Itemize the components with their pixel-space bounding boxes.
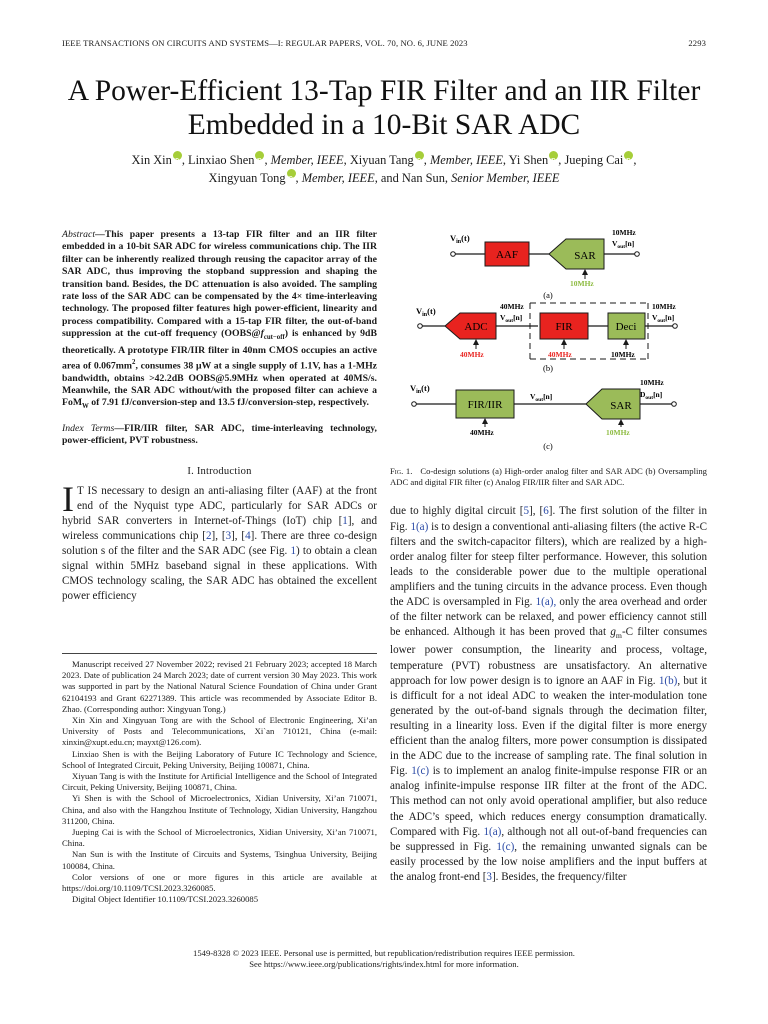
sar-label: SAR xyxy=(610,400,632,412)
author-separator: , xyxy=(633,153,637,167)
aaf-label: AAF xyxy=(495,249,519,261)
body-text: ], and wireless communications chip [ xyxy=(62,514,377,542)
body-text: ]. There are three co-design solution s of the filter and the SAR ADC (see Fig. xyxy=(62,529,378,557)
citation-link[interactable]: 1 xyxy=(342,514,348,527)
body-text: is to implement an analog finite-impulse response FIR or an analog infinite-impulse response IIR filter at the front of the ADC. This method can not only avoid operational amplifier, but also reduce the ADC’s speed, which reduces energy consumption dramatically. Compared with Fig. xyxy=(390,765,707,838)
footnote: Linxiao Shen is with the Beijing Laboratory of Future IC Technology and Science, School of Integrated Circuit, Peking University, Beijing 100871, China. xyxy=(62,748,377,770)
body-text: ], [ xyxy=(231,529,246,542)
clock-label: 40MHz xyxy=(548,350,572,359)
footnote: Jueping Cai is with the School of Microelectronics, Xidian University, Xi’an 710071, China. xyxy=(62,827,377,849)
math-subscript: m xyxy=(615,631,622,641)
author-name: , and Nan Sun, xyxy=(374,171,452,185)
footnote: Color versions of one or more figures in this article are available at https://doi.org/10.1109/TCSI.2023.3260085. xyxy=(62,871,377,894)
citation-link[interactable]: 3 xyxy=(486,870,492,883)
body-text: ]. Besides, the frequency/filter xyxy=(491,870,627,883)
footnotes xyxy=(62,659,377,905)
fir-label: FIR xyxy=(555,321,573,333)
abstract-text: , consumes 38 μW at a single supply of 1.1V, has a 1-MHz bandwidth, obtains >42.2dB OOBS@5.9MHz when operated at 40MS/s. Meanwhile, the SAR ADC without/with the proposed filter can achieve a FoM xyxy=(62,360,377,409)
citation-link[interactable]: 3 xyxy=(225,529,232,542)
body-text: , although not all out-of-band frequencies can be suppressed in Fig. xyxy=(390,825,708,853)
author-role: Senior Member, IEEE xyxy=(451,171,560,185)
author-name: Xiyuan Tang xyxy=(349,153,414,167)
orcid-icon[interactable] xyxy=(287,169,296,178)
caption-text: Co-design solutions (a) High-order analog filter and SAR ADC (b) Oversampling ADC and digital FIR filter (c) Analog FIR/IIR filter and SAR ADC. xyxy=(390,466,707,488)
copyright-line: 1549-8328 © 2023 IEEE. Personal use is permitted, but republication/redistribution requires IEEE permission. xyxy=(193,948,575,958)
dout-label: $D_{out}[n]$ xyxy=(640,390,663,401)
orcid-icon[interactable] xyxy=(624,151,633,160)
intro-paragraph xyxy=(62,478,378,605)
abstract-label: Abstract xyxy=(62,229,96,240)
body-text: T IS necessary to design an anti-aliasing filter (AAF) at the front end of the Nyquist type ADC, particularly for SAR ADCs or hybrid SAR converters in Internet-of-Things (IoT) chip [ xyxy=(62,484,377,527)
figure-link[interactable]: 1(b) xyxy=(658,674,678,687)
abstract-subscript: cut−off xyxy=(263,334,285,342)
vout-label: $V_{out}[n]$ xyxy=(652,313,675,324)
author-separator: , xyxy=(264,153,271,167)
clock-label: 40MHz xyxy=(460,350,484,359)
figure-1 xyxy=(390,229,707,459)
vin-label: $V_{in}(t)$ xyxy=(416,306,436,318)
figure-caption xyxy=(390,466,707,488)
author-name: Linxiao Shen xyxy=(188,153,255,167)
panel-label: (a) xyxy=(543,290,553,300)
footnote: Xiyuan Tang is with the Institute for Artificial Intelligence and the School of Integrated Circuit, Peking University, Beijing 100871, China. xyxy=(62,771,377,793)
clock-label: 40MHz xyxy=(500,302,524,311)
abstract-text: ) is enhanced by 9dB theoretically. A prototype FIR/IIR filter in 40nm CMOS occupies an active area of 0.067mm xyxy=(62,328,377,372)
math-symbol: g xyxy=(610,626,616,639)
body-paragraph xyxy=(390,504,707,885)
citation-link[interactable]: 4 xyxy=(245,529,251,542)
journal-name: IEEE TRANSACTIONS ON CIRCUITS AND SYSTEMS—I: REGULAR PAPERS, VOL. 70, NO. 6, JUNE 2023 xyxy=(62,38,468,48)
abstract-text: of 7.91 fJ/conversion-step and 13.5 fJ/conversion-step, respectively. xyxy=(88,397,369,409)
author-separator: , xyxy=(181,153,189,167)
page-number: 2293 xyxy=(688,38,706,48)
author-separator: , xyxy=(423,153,430,167)
clock-label: 40MHz xyxy=(470,428,494,437)
orcid-icon[interactable] xyxy=(549,151,558,160)
figure-link[interactable]: 1(a) xyxy=(410,520,429,533)
index-terms-label: Index Terms xyxy=(62,422,115,434)
abstract-superscript: 2 xyxy=(132,359,136,366)
figure-link[interactable]: 1(a), xyxy=(535,595,557,608)
body-text: -C filter consumes lower power consumption, the linearity and process, voltage, temperature (PVT) robustness are unsatisfactory. An alternative approach for low power design is to ignore an AAF in Fig. xyxy=(390,626,708,687)
index-terms: Index Terms—FIR/IIR filter, SAR ADC, time-interleaving technology, power-efficient, PVT robustness. xyxy=(62,422,377,447)
panel-label: (b) xyxy=(543,363,553,373)
figure-panel-a xyxy=(450,229,639,300)
footnote: Manuscript received 27 November 2022; revised 21 February 2023; accepted 18 March 2023. Date of publication 24 March 2023; date of current version 30 May 2023. This work was supported in part by the National Natural Science Foundation of China under Grant 62104193 and Grant 62271389. This article was recommended by Associate Editor B. Zhao. (Corresponding author: Xingyuan Tong.) xyxy=(62,659,377,714)
vout-label: $V_{out}[n]$ xyxy=(612,239,635,250)
running-header xyxy=(62,38,706,50)
abstract-text: This paper presents a 13-tap FIR filter and an IIR filter embedded in a 10-bit SAR ADC for wireless communications chip. The IIR filter can be inherently realized through reusing the capacitor array of the SAR ADC, thus improving the stopband suppression and shaping the transition band. Besides, the DC attenuation is also avoided. The sampling rate loss of the SAR ADC can be compensated by the 4× time-interleaving technology. The proposed filter features high power-efficient, linearity and process compatibility. Compared with a 15-tap FIR filter, the out-of-band suppression at the cut-off frequency (OOBS@ xyxy=(62,229,377,340)
index-terms-text: FIR/IIR filter, SAR ADC, time-interleaving technology, power-efficient, PVT robustness. xyxy=(62,422,377,447)
footnote: Digital Object Identifier 10.1109/TCSI.2023.3260085 xyxy=(72,894,259,905)
author-name: Xingyuan Tong xyxy=(208,171,286,185)
body-text: due to highly digital circuit [ xyxy=(390,505,524,518)
clock-label: 10MHz xyxy=(652,302,676,311)
abstract-subscript: W xyxy=(82,403,89,411)
author-line-1: Xin XiniD , Linxiao SheniD , Member, IEEE, Xiyuan TangiD , Member, IEEE, Yi SheniD , Jueping CaiiD , xyxy=(56,151,712,169)
abstract-symbol: f xyxy=(260,328,264,340)
body-text: ]. The first solution of the filter in Fig. xyxy=(390,505,707,533)
body-text: ) to obtain a clean signal within 5MHz baseband signal in these applications. With CMOS technology scaling, the SAR ADC has obtained the excellent power efficiency xyxy=(62,545,377,603)
caption-label: Fig. 1. xyxy=(390,466,413,476)
author-role: Member, IEEE xyxy=(429,153,503,167)
clock-label: 10MHz xyxy=(640,378,664,387)
adc-label: ADC xyxy=(464,321,488,333)
citation-link[interactable]: 5 xyxy=(523,505,530,518)
figure-link[interactable]: 1 xyxy=(290,545,297,557)
sar-label: SAR xyxy=(574,250,596,262)
vout-label: $V_{out}[n]$ xyxy=(500,313,523,324)
author-name: Yi Shen xyxy=(508,153,549,167)
footnote-rule xyxy=(62,653,377,654)
orcid-icon[interactable] xyxy=(415,151,424,160)
footnote: Xin Xin and Xingyuan Tong are with the School of Electronic Engineering, Xi’an University of Posts and Telecommunications, Xi`an 710121, China (e-mail: xinxin@xupt.edu.cn; mayxt@126.com). xyxy=(62,715,377,748)
vin-label: $V_{in}(t)$ xyxy=(450,233,470,245)
author-name: Xin Xin xyxy=(131,153,172,167)
body-text: is to design a conventional anti-aliasing filters (the active R-C filters and the switch-capacitor filters), which are realized by a high-order analog filter for steep filter performance. However, this solution leads to the considerable power due to the multiple operational amplifiers and the tuning circuits in the advance process. Even though the ADC is oversampled in Fig. xyxy=(390,520,707,608)
body-text: ], [ xyxy=(211,529,226,542)
figure-link[interactable]: 1(c) xyxy=(496,840,515,853)
footnote: Nan Sun is with the Institute of Circuits and Systems, Tsinghua University, Beijing 100084, China. xyxy=(62,849,377,871)
figure-panel-b xyxy=(416,302,677,373)
rights-line[interactable]: See https://www.ieee.org/publications/rights/index.html for more information. xyxy=(249,959,519,970)
body-text: , the remaining unwanted signals can be easily processed by the low noise amplifiers and the input buffers at the analog front-end [ xyxy=(390,840,707,883)
author-list xyxy=(56,151,712,187)
drop-cap: I xyxy=(62,478,74,519)
body-text: , but it is difficult for a not ideal ADC to weaken the inter-modulation tone generated by the out-of-band signals through the decimation filter, resulting in a linearity loss. Even if the digital filter is more energy efficient than the analog filters, more power consumption is dissipated in the ADC due to the increase of sampling rate. The final solution in Fig. xyxy=(390,674,707,778)
citation-link[interactable]: 2 xyxy=(206,529,212,542)
clock-label: 10MHz xyxy=(570,279,594,288)
author-separator: , xyxy=(558,153,565,167)
author-role: Member, IEEE xyxy=(270,153,344,167)
clock-label: 10MHz xyxy=(606,428,630,437)
body-text: ], [ xyxy=(529,505,544,518)
footnote: Yi Shen is with the School of Microelectronics, Xidian University, Xi’an 710071, China, and also with the Hangzhou Institute of Technology, Xidian University, Hangzhou 311200, China. xyxy=(62,793,377,826)
fir-iir-label: FIR/IIR xyxy=(467,399,503,411)
right-column xyxy=(390,229,707,885)
body-text: only the area overhead and order of the filter network can be relaxed, and power efficiency cannot still be enhanced. Although it has been proved that xyxy=(390,595,707,639)
figure-link[interactable]: 1(c) xyxy=(411,765,430,778)
copyright-footer xyxy=(0,948,768,971)
vin-label: $V_{in}(t)$ xyxy=(410,383,430,395)
author-role: Member, IEEE xyxy=(301,171,375,185)
paper-title: A Power-Efficient 13-Tap FIR Filter and an IIR Filter Embedded in a 10-Bit SAR ADC xyxy=(67,75,701,141)
panel-label: (c) xyxy=(543,441,553,451)
citation-link[interactable]: 6 xyxy=(543,505,549,518)
figure-link[interactable]: 1(a) xyxy=(483,825,502,838)
orcid-icon[interactable] xyxy=(173,151,182,160)
deci-label: Deci xyxy=(615,321,637,333)
author-name: Jueping Cai xyxy=(564,153,624,167)
section-heading: I. Introduction xyxy=(187,465,252,477)
clock-label: 10MHz xyxy=(612,229,636,237)
figure-panel-c xyxy=(410,378,676,451)
abstract: Abstract—This paper presents a 13-tap FIR filter and an IIR filter embedded in a 10-bit SAR ADC for wireless communications chip. The IIR filter can be inherently realized through reusing the capacitor array of the SAR ADC, thus improving the stopband suppression and shaping the transition band. Besides, the DC attenuation is also avoided. The sampling rate loss of the SAR ADC can be compensated by the 4× time-interleaving technology. The proposed filter features high power-efficient, linearity and process compatibility. Compared with a 15-tap FIR filter, the out-of-band suppression at the cut-off frequency $(OOBS@f_{cut-off})$ is enhanced by 9dB theoretically. A prototype FIR/IIR filter in 40nm CMOS occupies an active area of $0.067mm^2$, consumes 38 μW at a single supply of 1.1V, has a 1-MHz bandwidth, obtains >42.2dB OOBS@5.9MHz when operated at 40MS/s. Meanwhile, the SAR ADC without/with the proposed filter can achieve a FoM$_W$ of 7.91 fJ/conversion-step and 13.5 fJ/conversion-step, respectively. xyxy=(62,229,377,411)
vout-label: $V_{out}[n]$ xyxy=(530,392,553,403)
clock-label: 10MHz xyxy=(611,350,635,359)
author-line-2: Xingyuan TongiD , Member, IEEE, and Nan Sun, Senior Member, IEEE xyxy=(56,169,712,187)
left-column xyxy=(62,229,377,604)
